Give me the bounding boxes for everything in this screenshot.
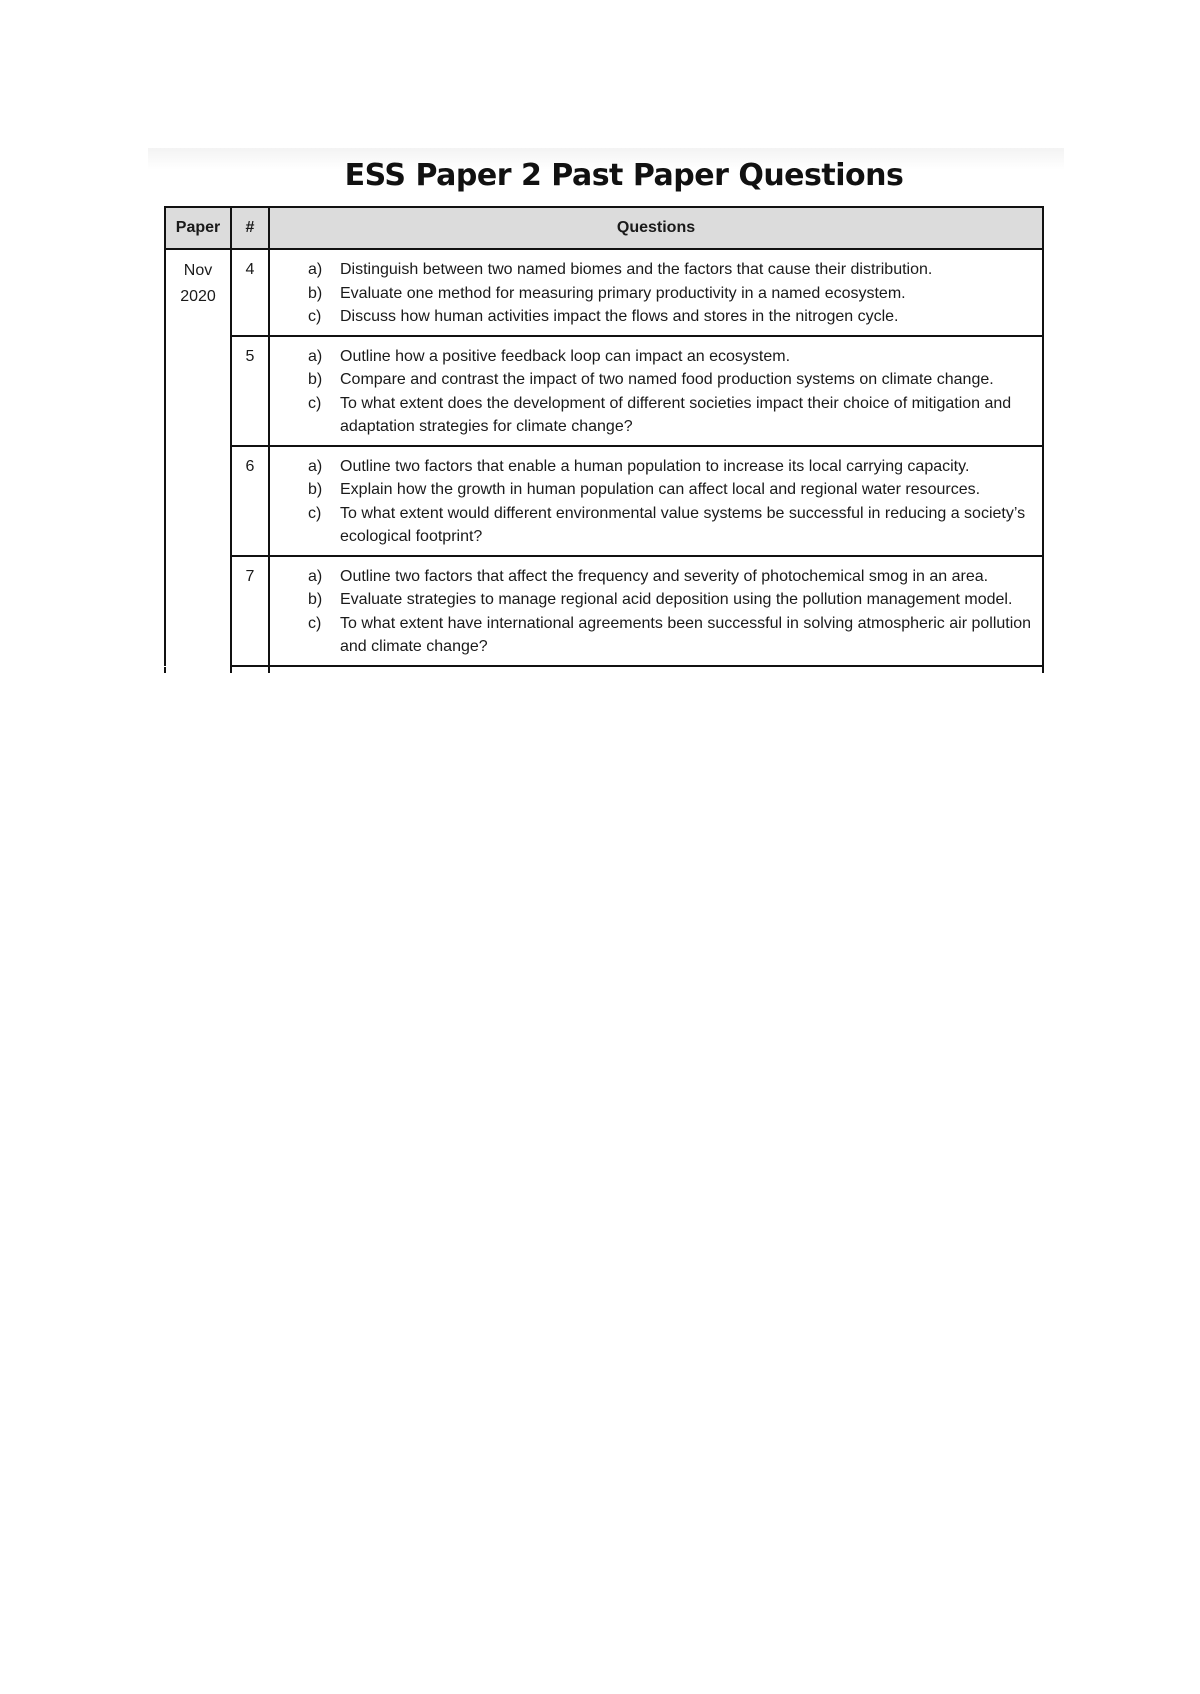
question-number: 6	[231, 446, 269, 556]
question-parts	[270, 455, 1032, 549]
part-text: To what extent does the development of different societies impact their choice of mitigation and adaptation strategies for climate change?	[340, 394, 1012, 435]
part-text: Evaluate strategies to manage regional acid deposition using the pollution management model.	[340, 591, 1013, 608]
table-row	[165, 556, 1043, 666]
table-row	[165, 249, 1043, 336]
question-part	[308, 565, 1032, 589]
part-marker: a)	[308, 347, 323, 365]
paper-cell	[165, 249, 231, 666]
question-number: 7	[231, 556, 269, 666]
question-part	[308, 368, 1032, 392]
table-body	[165, 249, 1043, 666]
question-parts	[270, 345, 1032, 439]
question-part	[308, 345, 1032, 369]
part-marker: b)	[308, 481, 323, 498]
part-marker: b)	[308, 371, 323, 388]
question-part	[308, 392, 1032, 439]
table-row	[165, 336, 1043, 446]
question-part	[308, 282, 1032, 306]
question-part	[308, 455, 1032, 479]
header-questions: Questions	[269, 207, 1043, 249]
question-part	[308, 502, 1032, 549]
part-marker: b)	[308, 284, 323, 302]
questions-table	[164, 206, 1044, 667]
table-edge-line	[1042, 667, 1044, 673]
table-edge-line	[230, 667, 232, 673]
part-text: Distinguish between two named biomes and the factors that cause their distribution.	[340, 261, 933, 278]
part-text: Outline two factors that enable a human population to increase its local carrying capacity.	[340, 457, 970, 475]
part-text: To what extent would different environmental value systems be successful in reducing a society’s ecological footprint?	[340, 504, 1026, 545]
header-number: #	[231, 207, 269, 249]
part-text: Evaluate one method for measuring primary productivity in a named ecosystem.	[340, 284, 906, 302]
part-marker: a)	[308, 261, 323, 278]
part-text: Outline two factors that affect the frequency and severity of photochemical smog in an area.	[340, 567, 989, 585]
table-continuation	[164, 667, 1044, 673]
part-marker: b)	[308, 591, 323, 608]
part-text: Compare and contrast the impact of two named food production systems on climate change.	[340, 371, 994, 388]
part-text: Discuss how human activities impact the flows and stores in the nitrogen cycle.	[340, 308, 899, 325]
document-page	[148, 148, 1064, 673]
part-marker: a)	[308, 457, 323, 475]
table-edge-line	[164, 667, 166, 673]
question-cell	[269, 556, 1043, 666]
question-number: 4	[231, 249, 269, 336]
question-part	[308, 478, 1032, 502]
part-text: Outline how a positive feedback loop can impact an ecosystem.	[340, 347, 791, 365]
question-part	[308, 258, 1032, 282]
part-marker: c)	[308, 394, 322, 412]
part-marker: c)	[308, 308, 322, 325]
table-header-row	[165, 207, 1043, 249]
paper-label: Nov 2020	[180, 262, 216, 305]
question-part	[308, 305, 1032, 329]
header-paper: Paper	[165, 207, 231, 249]
part-marker: c)	[308, 614, 322, 632]
table-row	[165, 446, 1043, 556]
question-cell	[269, 336, 1043, 446]
question-cell	[269, 249, 1043, 336]
part-marker: c)	[308, 504, 322, 522]
question-number: 5	[231, 336, 269, 446]
part-text: Explain how the growth in human population can affect local and regional water resources.	[340, 481, 981, 498]
question-parts	[270, 258, 1032, 329]
part-marker: a)	[308, 567, 323, 585]
document-title: ESS Paper 2 Past Paper Questions	[344, 158, 904, 193]
question-cell	[269, 446, 1043, 556]
question-part	[308, 588, 1032, 612]
question-part	[308, 612, 1032, 659]
part-text: To what extent have international agreements been successful in solving atmospheric air pollution and climate change?	[340, 614, 1032, 655]
table-edge-line	[268, 667, 270, 673]
question-parts	[270, 565, 1032, 659]
